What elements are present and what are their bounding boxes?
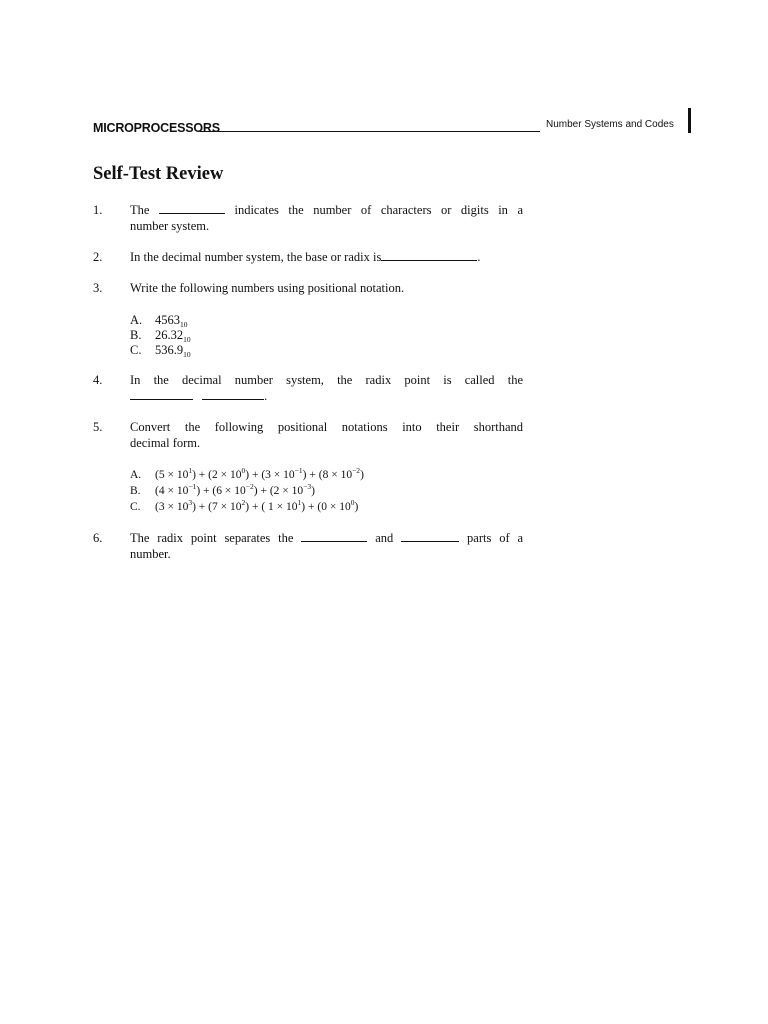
question-text: Write the following numbers using positional notation. (130, 281, 405, 295)
option-base: 10 (183, 350, 191, 359)
question-text: . (264, 389, 268, 403)
question-text: In the decimal number system, the base or radix is (130, 250, 382, 264)
answer-blank[interactable] (401, 531, 459, 542)
option-value: 26.32 (155, 328, 184, 342)
exponent: 1 (297, 498, 302, 507)
question-text: parts of a (467, 531, 524, 545)
expression-term: $(2 \times 10^{-3})$ (269, 482, 315, 497)
option-letter: B. (130, 485, 141, 497)
question-line (130, 530, 523, 547)
exponent: 2 (241, 498, 246, 507)
answer-blank[interactable] (301, 531, 367, 542)
section-title: Self-Test Review (93, 164, 224, 184)
exponent: −3 (303, 482, 312, 491)
question-number: 4. (93, 373, 103, 387)
expression-term: $(3 \times 10^{-1})$ (261, 466, 307, 481)
exponent: −2 (245, 482, 254, 491)
plus-sign: + (195, 501, 209, 513)
question-number: 6. (93, 531, 103, 545)
question-line (130, 202, 523, 219)
expression-term: $(2 \times 10^0)$ (208, 466, 250, 481)
expression-term: $(8 \times 10^{-2})$ (318, 466, 364, 481)
exponent: −1 (294, 466, 303, 475)
plus-sign: + (200, 485, 213, 497)
expression-term: $(4 \times 10^{-1})$ (155, 482, 201, 497)
running-header-title: MICROPROCESSORS (93, 121, 220, 135)
option-letter: C. (130, 501, 141, 513)
question-text: and (375, 531, 394, 545)
expression-term: ( $1 \times 10^1$) (261, 498, 306, 513)
plus-sign: + (257, 485, 270, 497)
option-base: 10 (183, 335, 191, 344)
expression-term: $(6 \times 10^{-2})$ (212, 482, 258, 497)
header-rule (200, 131, 540, 132)
exponent: −1 (188, 482, 197, 491)
option-letter: B. (130, 328, 142, 342)
question-line: number system. (130, 219, 210, 233)
expression-term: $(3 \times 10^3)$ (155, 498, 196, 513)
plus-sign: + (249, 501, 262, 513)
question-line: decimal form. (130, 436, 201, 450)
option-letter: A. (130, 469, 142, 481)
question-text: The radix point separates the (130, 531, 294, 545)
header-edge-mark (688, 108, 691, 133)
question-line (130, 388, 523, 405)
option-c (130, 494, 358, 516)
question-text: In the decimal number system, the radix point is called the (130, 373, 523, 387)
answer-blank[interactable] (381, 250, 477, 261)
plus-sign: + (305, 501, 318, 513)
plus-sign: + (249, 469, 262, 481)
expression-term: $(0 \times 10^0)$ (317, 498, 359, 513)
exponent: −2 (352, 466, 361, 475)
exponent: 3 (188, 498, 193, 507)
question-text: . (477, 250, 481, 264)
option-value: 536.9 (155, 343, 184, 357)
option-c (130, 342, 191, 363)
expression-term: $(7 \times 10^2)$ (208, 498, 250, 513)
question-number: 2. (93, 250, 103, 264)
answer-blank[interactable] (159, 203, 225, 214)
question-line (130, 249, 523, 266)
question-number: 5. (93, 420, 103, 434)
question-number: 3. (93, 281, 103, 295)
question-text: The (130, 203, 150, 217)
exponent: 0 (350, 498, 355, 507)
option-letter: A. (130, 313, 143, 327)
question-number: 1. (93, 203, 103, 217)
question-text: Convert the following positional notations into their shorthand (130, 420, 523, 434)
option-letter: C. (130, 343, 142, 357)
answer-blank[interactable] (202, 389, 264, 400)
option-value: 4563 (155, 313, 180, 327)
running-header-chapter: Number Systems and Codes (546, 119, 674, 130)
plus-sign: + (195, 469, 209, 481)
exponent: 1 (188, 466, 193, 475)
plus-sign: + (306, 469, 319, 481)
exponent: 0 (241, 466, 246, 475)
question-text: indicates the number of characters or digits in a (234, 203, 523, 217)
answer-blank[interactable] (130, 389, 193, 400)
expression-term: $(5 \times 10^1)$ (155, 466, 196, 481)
question-line: number. (130, 547, 171, 561)
option-base: 10 (180, 320, 188, 329)
